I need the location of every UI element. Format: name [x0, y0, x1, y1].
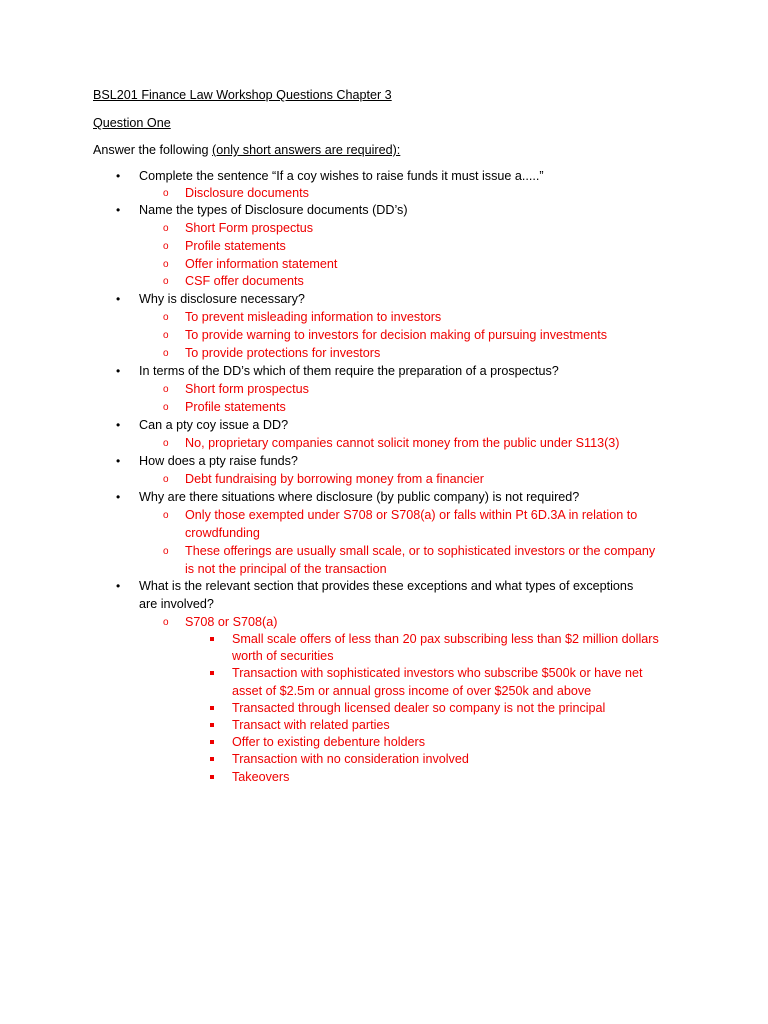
bullet-icon: •: [116, 364, 121, 378]
bullet-icon: •: [116, 418, 121, 432]
answer-2-item: Profile statements: [185, 239, 286, 253]
bullet-icon: •: [116, 579, 121, 593]
answer-8-item-line: Transacted through licensed dealer so company is not the principal: [232, 701, 606, 715]
intro-text: Answer the following: [93, 143, 213, 157]
question-3: Why is disclosure necessary?: [139, 292, 305, 306]
answer-8-item-line: worth of securities: [232, 649, 334, 663]
square-bullet-icon: [210, 723, 214, 727]
answer-8-item-line: Offer to existing debenture holders: [232, 735, 425, 749]
answer-6: Debt fundraising by borrowing money from a financier: [185, 472, 484, 486]
answer-2-item: Offer information statement: [185, 257, 338, 271]
question-2: Name the types of Disclosure documents (DD’s): [139, 203, 408, 217]
square-bullet-icon: [210, 671, 214, 675]
question-heading: Question One: [93, 116, 171, 130]
bullet-icon: •: [116, 169, 121, 183]
intro-line: [93, 142, 400, 159]
circle-bullet-icon: o: [163, 384, 169, 395]
question-5: Can a pty coy issue a DD?: [139, 418, 289, 432]
answer-7-2-line: is not the principal of the transaction: [185, 562, 387, 576]
circle-bullet-icon: o: [163, 474, 169, 485]
answer-2-item: CSF offer documents: [185, 274, 304, 288]
circle-bullet-icon: o: [163, 223, 169, 234]
square-bullet-icon: [210, 757, 214, 761]
bullet-icon: •: [116, 490, 121, 504]
question-7: Why are there situations where disclosure (by public company) is not required?: [139, 490, 580, 504]
question-8-line: What is the relevant section that provides these exceptions and what types of exceptions: [139, 579, 634, 593]
bullet-icon: •: [116, 203, 121, 217]
circle-bullet-icon: o: [163, 438, 169, 449]
answer-8: S708 or S708(a): [185, 615, 278, 629]
circle-bullet-icon: o: [163, 188, 169, 199]
answer-8-item-line: Small scale offers of less than 20 pax subscribing less than $2 million dollars: [232, 632, 659, 646]
answer-4-item: Profile statements: [185, 400, 286, 414]
bullet-icon: •: [116, 292, 121, 306]
circle-bullet-icon: o: [163, 259, 169, 270]
circle-bullet-icon: o: [163, 330, 169, 341]
answer-5: No, proprietary companies cannot solicit money from the public under S113(3): [185, 436, 620, 450]
intro-underlined: (only short answers are required):: [212, 143, 401, 157]
answer-2-item: Short Form prospectus: [185, 221, 314, 235]
question-1: Complete the sentence “If a coy wishes to raise funds it must issue a.....”: [139, 169, 544, 183]
circle-bullet-icon: o: [163, 510, 169, 521]
answer-7-2-line: These offerings are usually small scale, or to sophisticated investors or the company: [185, 544, 656, 558]
answer-1: Disclosure documents: [185, 186, 309, 200]
circle-bullet-icon: o: [163, 348, 169, 359]
bullet-icon: •: [116, 454, 121, 468]
circle-bullet-icon: o: [163, 276, 169, 287]
question-6: How does a pty raise funds?: [139, 454, 298, 468]
answer-8-item-line: Transaction with sophisticated investors who subscribe $500k or have net: [232, 666, 643, 680]
answer-7-1-line: Only those exempted under S708 or S708(a) or falls within Pt 6D.3A in relation to: [185, 508, 638, 522]
square-bullet-icon: [210, 775, 214, 779]
square-bullet-icon: [210, 637, 214, 641]
question-8-line: are involved?: [139, 597, 214, 611]
circle-bullet-icon: o: [163, 241, 169, 252]
circle-bullet-icon: o: [163, 402, 169, 413]
question-4: In terms of the DD’s which of them require the preparation of a prospectus?: [139, 364, 559, 378]
circle-bullet-icon: o: [163, 312, 169, 323]
square-bullet-icon: [210, 706, 214, 710]
answer-3-item: To provide protections for investors: [185, 346, 381, 360]
circle-bullet-icon: o: [163, 617, 169, 628]
answer-4-item: Short form prospectus: [185, 382, 309, 396]
answer-8-item-line: Transaction with no consideration involved: [232, 752, 469, 766]
answer-8-item-line: Takeovers: [232, 770, 290, 784]
square-bullet-icon: [210, 740, 214, 744]
document-title: BSL201 Finance Law Workshop Questions Chapter 3: [93, 88, 392, 102]
answer-7-1-line: crowdfunding: [185, 526, 260, 540]
answer-3-item: To provide warning to investors for decision making of pursuing investments: [185, 328, 608, 342]
answer-8-item-line: asset of $2.5m or annual gross income of over $250k and above: [232, 684, 592, 698]
answer-8-item-line: Transact with related parties: [232, 718, 390, 732]
answer-3-item: To prevent misleading information to investors: [185, 310, 442, 324]
circle-bullet-icon: o: [163, 546, 169, 557]
